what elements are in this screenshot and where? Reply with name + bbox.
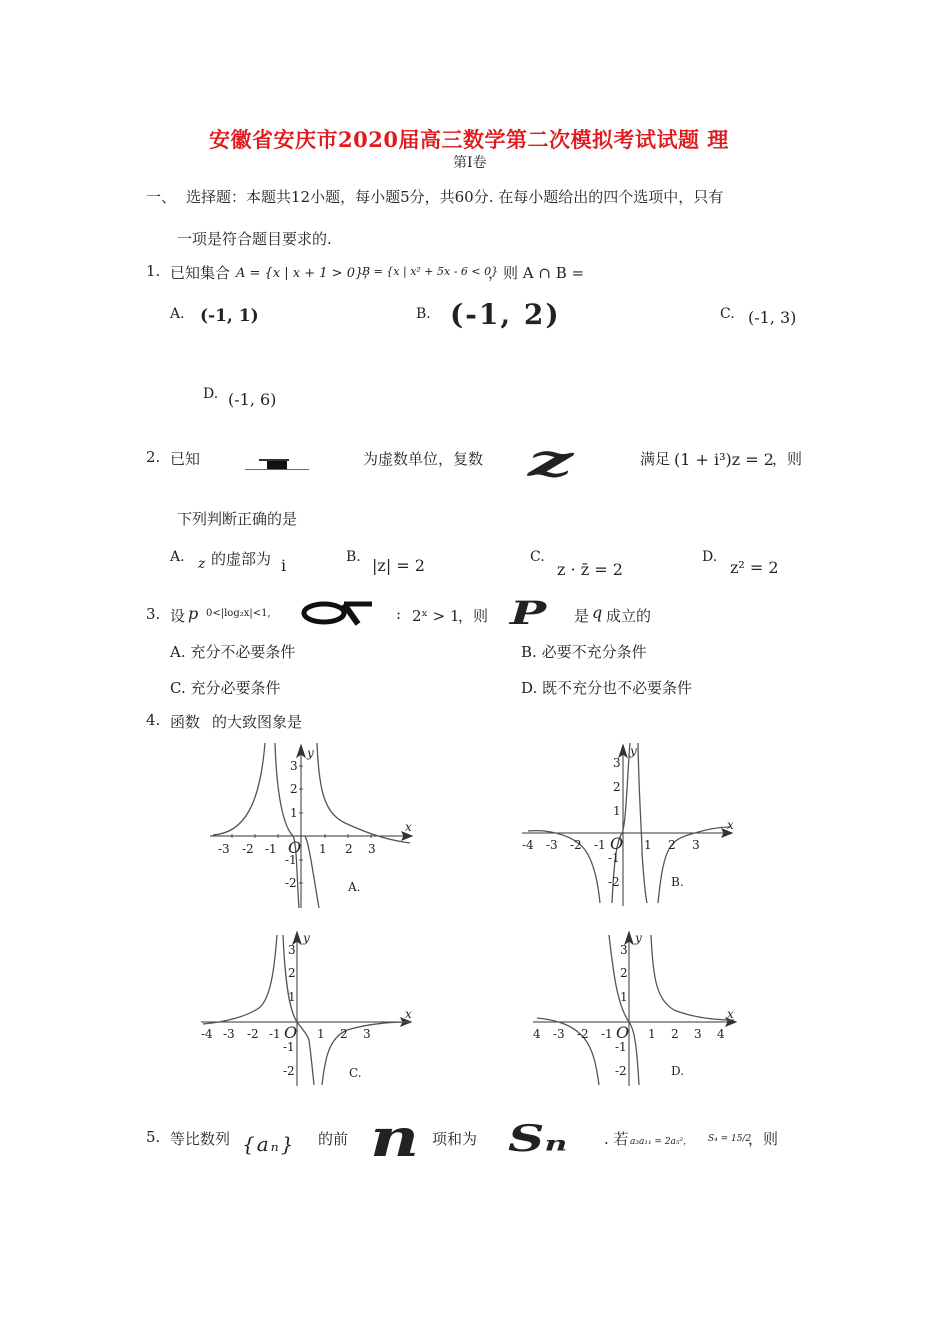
q3-p-symbol-large: P <box>510 594 547 632</box>
q1-option-b-label: B. <box>416 306 431 322</box>
q2-option-a-i: i <box>281 556 287 575</box>
svg-text:-2: -2 <box>285 876 297 890</box>
q5-n-symbol: n <box>370 1108 420 1169</box>
svg-text:O: O <box>610 834 624 853</box>
svg-text:3: 3 <box>613 756 621 770</box>
q1-option-b-value: (-1, 2) <box>450 298 561 331</box>
svg-text:y: y <box>307 746 314 760</box>
svg-text:2: 2 <box>671 1027 679 1041</box>
svg-text:2: 2 <box>345 842 353 856</box>
svg-text:-1: -1 <box>615 1040 627 1054</box>
svg-text:-2: -2 <box>577 1027 589 1041</box>
q2-option-c-value: z · z̄ = 2 <box>557 560 623 579</box>
q5-s-symbol: Sₙ <box>508 1118 568 1160</box>
svg-text:-1: -1 <box>283 1040 295 1054</box>
svg-text:-2: -2 <box>247 1027 259 1041</box>
svg-text:-4: -4 <box>522 838 534 852</box>
q1-option-c-label: C. <box>720 306 735 322</box>
svg-text:-3: -3 <box>553 1027 565 1041</box>
page-title: 安徽省安庆市2020届高三数学第二次模拟考试试题 理 <box>209 127 729 152</box>
q3-option-b: B. 必要不充分条件 <box>521 643 647 661</box>
q1-option-d-value: (-1, 6) <box>228 390 277 409</box>
q2-number: 2. <box>146 448 161 466</box>
q2-option-b-label: B. <box>346 549 361 565</box>
svg-text:3: 3 <box>288 943 296 957</box>
svg-text:2: 2 <box>340 1027 348 1041</box>
q2-option-a-text: 的虚部为 <box>211 550 272 568</box>
svg-text:-1: -1 <box>608 851 620 865</box>
q1-stem: 已知集合 <box>170 264 231 282</box>
q5-text4: . 若 <box>604 1130 629 1148</box>
q4-number: 4. <box>146 711 161 729</box>
q2-z-symbol: z <box>528 436 573 487</box>
q2-text3: 满足 <box>640 450 671 468</box>
svg-text:3: 3 <box>363 1027 371 1041</box>
q5-sequence: {aₙ} <box>242 1132 296 1156</box>
q2-text2: 为虚数单位，复数 <box>363 450 484 468</box>
q3-q-symbol-small: q <box>592 603 603 622</box>
volume-label: 第I卷 <box>453 155 487 171</box>
q5-text5: ，则 <box>748 1130 779 1148</box>
svg-text:-2: -2 <box>242 842 254 856</box>
svg-text:y: y <box>635 931 642 945</box>
q5-text2: 的前 <box>318 1130 349 1148</box>
q2-option-b-value: |z| = 2 <box>372 556 425 575</box>
svg-text:4: 4 <box>533 1027 541 1041</box>
q3-q-condition: 2ˣ > 1 <box>412 607 460 625</box>
svg-text:1: 1 <box>288 990 296 1004</box>
q2-text1: 已知 <box>170 450 201 468</box>
q5-number: 5. <box>146 1128 161 1146</box>
svg-text:2: 2 <box>613 780 621 794</box>
svg-text:A.: A. <box>348 880 361 894</box>
svg-text:x: x <box>405 1007 412 1021</box>
svg-text:x: x <box>405 820 412 834</box>
svg-text:-2: -2 <box>608 875 620 889</box>
q3-option-d: D. 既不充分也不必要条件 <box>521 679 693 697</box>
q4-text: 函数 <box>170 713 201 731</box>
svg-text:O: O <box>288 838 302 857</box>
svg-text:2: 2 <box>288 966 296 980</box>
svg-text:-1: -1 <box>269 1027 281 1041</box>
q1-tail: ，则 A ∩ B = <box>488 264 585 282</box>
svg-text:3: 3 <box>620 943 628 957</box>
q3-p-condition: 0<|log₂x|<1, <box>206 608 271 619</box>
q5-condition-1: a₃a₁₁ = 2a₅²， <box>630 1137 693 1147</box>
svg-text:-1: -1 <box>265 842 277 856</box>
svg-text:-3: -3 <box>546 838 558 852</box>
svg-text:B.: B. <box>671 875 684 889</box>
svg-text:y: y <box>630 744 637 758</box>
q2-line2: 下列判断正确的是 <box>177 510 298 528</box>
graph-d <box>529 930 744 1088</box>
q3-p-symbol: p <box>188 604 199 623</box>
svg-text:2: 2 <box>668 838 676 852</box>
svg-text:y: y <box>303 931 310 945</box>
svg-text:-3: -3 <box>223 1027 235 1041</box>
svg-text:C.: C. <box>349 1066 362 1080</box>
svg-text:1: 1 <box>290 806 298 820</box>
section-instructions-line2: 一项是符合题目要求的. <box>177 230 332 248</box>
svg-text:1: 1 <box>317 1027 325 1041</box>
svg-text:2: 2 <box>290 782 298 796</box>
section-instructions-line1: 选择题：本题共12小题，每小题5分，共60分. 在每小题给出的四个选项中，只有 <box>186 188 724 206</box>
q1-number: 1. <box>146 262 161 280</box>
q4-tail: 的大致图象是 <box>212 713 303 731</box>
section-number: 一、 <box>146 188 177 206</box>
graph-b <box>518 743 740 908</box>
q3-number: 3. <box>146 605 161 623</box>
svg-text:2: 2 <box>620 966 628 980</box>
svg-text:4: 4 <box>717 1027 725 1041</box>
svg-text:O: O <box>616 1023 630 1042</box>
svg-text:-2: -2 <box>570 838 582 852</box>
svg-text:3: 3 <box>694 1027 702 1041</box>
q1-set-a: A = {x | x + 1 > 0}， <box>236 266 377 281</box>
q3-text2: ，则 <box>458 607 489 625</box>
svg-text:x: x <box>727 818 734 832</box>
svg-text:D.: D. <box>671 1064 685 1078</box>
q2-condition: (1 + i³)z = 2 <box>674 450 774 469</box>
q3-text4: 成立的 <box>606 607 652 625</box>
svg-text:1: 1 <box>644 838 652 852</box>
svg-text:3: 3 <box>290 759 298 773</box>
q2-option-a-label: A. <box>170 549 185 565</box>
q2-option-d-label: D. <box>702 549 718 565</box>
q2-option-c-label: C. <box>530 549 545 565</box>
svg-text:1: 1 <box>319 842 327 856</box>
q1-option-d-label: D. <box>203 386 219 402</box>
svg-text:O: O <box>284 1023 298 1042</box>
imaginary-unit-image <box>245 455 309 471</box>
graph-a <box>205 743 420 913</box>
q3-option-c: C. 充分必要条件 <box>170 679 281 697</box>
q2-text4: ，则 <box>772 450 803 468</box>
q2-option-d-value: z² = 2 <box>730 558 779 577</box>
q3-text1: 设 <box>170 607 186 625</box>
q5-condition-2: S₄ = 15/2 <box>708 1134 752 1144</box>
q5-text3: 项和为 <box>432 1130 478 1148</box>
svg-text:3: 3 <box>692 838 700 852</box>
q1-option-a-label: A. <box>170 306 185 322</box>
svg-text:1: 1 <box>648 1027 656 1041</box>
q2-option-a-z: z <box>198 556 206 572</box>
svg-text:-3: -3 <box>218 842 230 856</box>
svg-text:-4: -4 <box>201 1027 213 1041</box>
svg-text:3: 3 <box>368 842 376 856</box>
svg-text:-1: -1 <box>285 853 297 867</box>
graph-c <box>197 930 419 1088</box>
svg-text:-1: -1 <box>601 1027 613 1041</box>
svg-text:x: x <box>727 1007 734 1021</box>
q3-text3: 是 <box>574 607 590 625</box>
svg-text:-2: -2 <box>283 1064 295 1078</box>
q3-q-symbol-large <box>300 600 374 626</box>
q1-option-c-value: (-1, 3) <box>748 308 797 327</box>
svg-text:1: 1 <box>620 990 628 1004</box>
q5-text1: 等比数列 <box>170 1130 231 1148</box>
q4-function-image: . <box>202 719 204 726</box>
q1-set-b: B = {x | x² + 5x - 6 < 0} <box>362 265 499 278</box>
svg-text:-2: -2 <box>615 1064 627 1078</box>
q3-option-a: A. 充分不必要条件 <box>170 643 296 661</box>
q1-option-a-value: (-1, 1) <box>200 306 259 326</box>
svg-text:1: 1 <box>613 804 621 818</box>
svg-text:-1: -1 <box>594 838 606 852</box>
